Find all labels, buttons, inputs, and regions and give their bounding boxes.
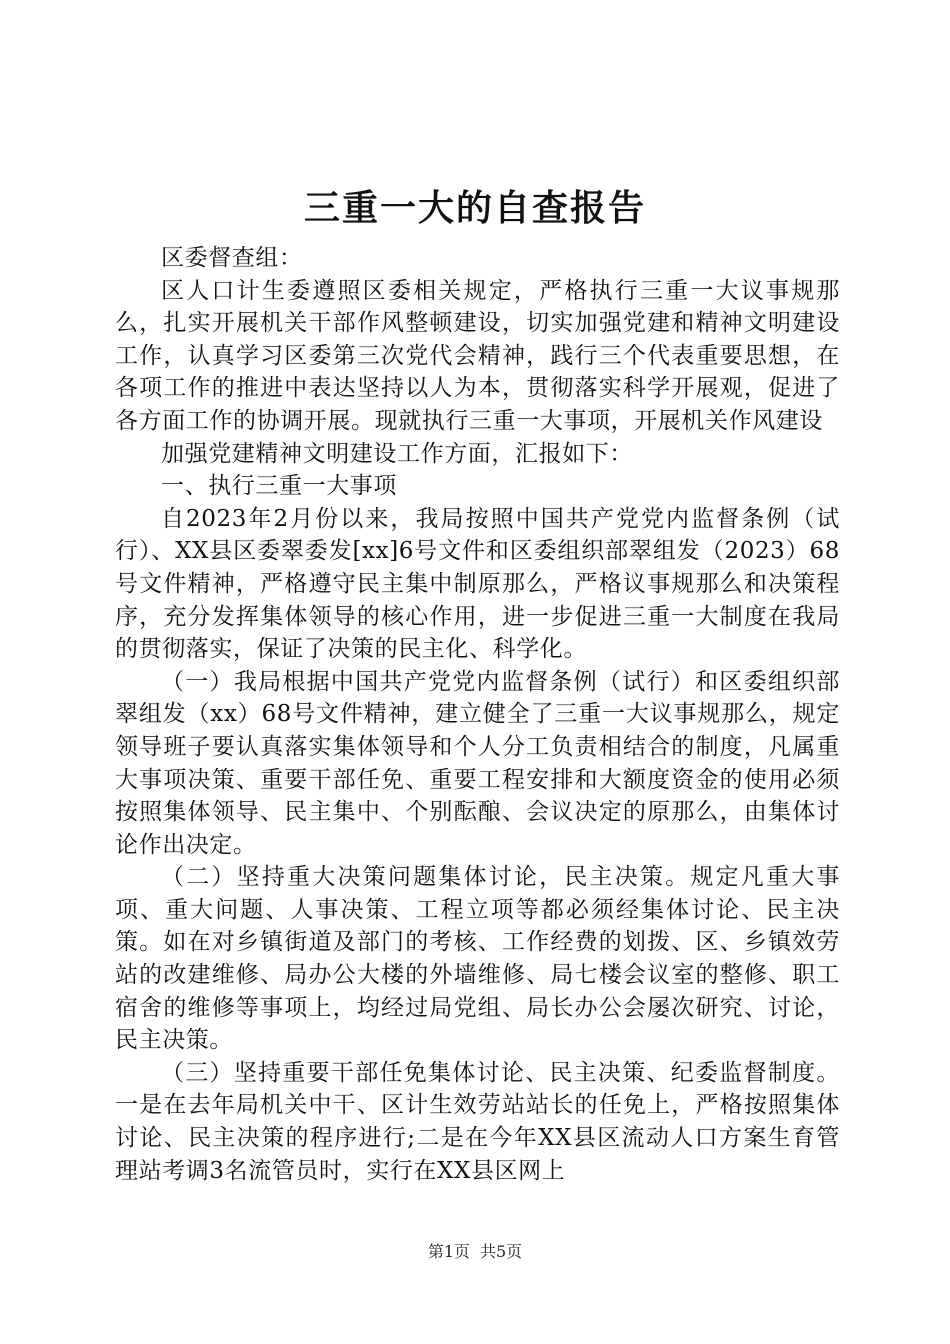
paragraph-item-2: （二）坚持重大决策问题集体讨论，民主决策。规定凡重大事项、重大问题、人事决策、工程立项等都必须经集体讨论、民主决策。如在对乡镇街道及部门的考核、工作经费的划拨、区、乡镇效劳站的改建维修、局办公大楼的外墙维修、局七楼会议室的整修、职工宿舍的维修等事项上，均经过局党组、局长办公会屡次研究、讨论，民主决策。 — [115, 864, 840, 1054]
paragraph-intro-continued: 加强党建精神文明建设工作方面，汇报如下： — [161, 440, 633, 467]
paragraph-item-3: （三）坚持重要干部任免集体讨论、民主决策、纪委监督制度。一是在去年局机关中干、区计生效劳站站长的任免上，严格按照集体讨论、民主决策的程序进行;二是在今年XX县区流动人口方案生育管理站考调3名流管员时，实行在XX县区网上 — [115, 1059, 840, 1184]
paragraph-section-1: 自2023年2月份以来，我局按照中国共产党党内监督条例（试行）、XX县区委翠委发[xx]6号文件和区委组织部翠组发（2023）68号文件精神，严格遵守民主集中制原那么，严格议事规那么和决策程序，充分发挥集体领导的核心作用，进一步促进三重一大制度在我局的贯彻落实，保证了决策的民主化、科学化。 — [115, 505, 840, 663]
paragraph-intro: 区人口计生委遵照区委相关规定，严格执行三重一大议事规那么，扎实开展机关干部作风整顿建设，切实加强党建和精神文明建设工作，认真学习区委第三次党代会精神，践行三个代表重要思想，在各项工作的推进中表达坚持以人为本，贯彻落实科学开展观，促进了各方面工作的协调开展。现就执行三重一大事项，开展机关作风建设 — [115, 277, 840, 434]
page-total: 共5页 — [480, 1242, 523, 1261]
paragraph-item-1: （一）我局根据中国共产党党内监督条例（试行）和区委组织部翠组发（xx）68号文件精神，建立健全了三重一大议事规那么，规定领导班子要认真落实集体领导和个人分工负责相结合的制度，凡属重大事项决策、重要干部任免、重要工程安排和大额度资金的使用必须按照集体领导、民主集中、个别酝酿、会议决定的原那么，由集体讨论作出决定。 — [115, 668, 840, 858]
paragraph-salutation: 区委督查组： — [161, 245, 303, 271]
page-number: 第1页 — [427, 1242, 470, 1261]
page-footer — [0, 1240, 950, 1264]
document-body — [115, 242, 840, 1187]
section-heading-1: 一、执行三重一大事项 — [161, 473, 397, 500]
document-title: 三重一大的自查报告 — [303, 187, 646, 229]
